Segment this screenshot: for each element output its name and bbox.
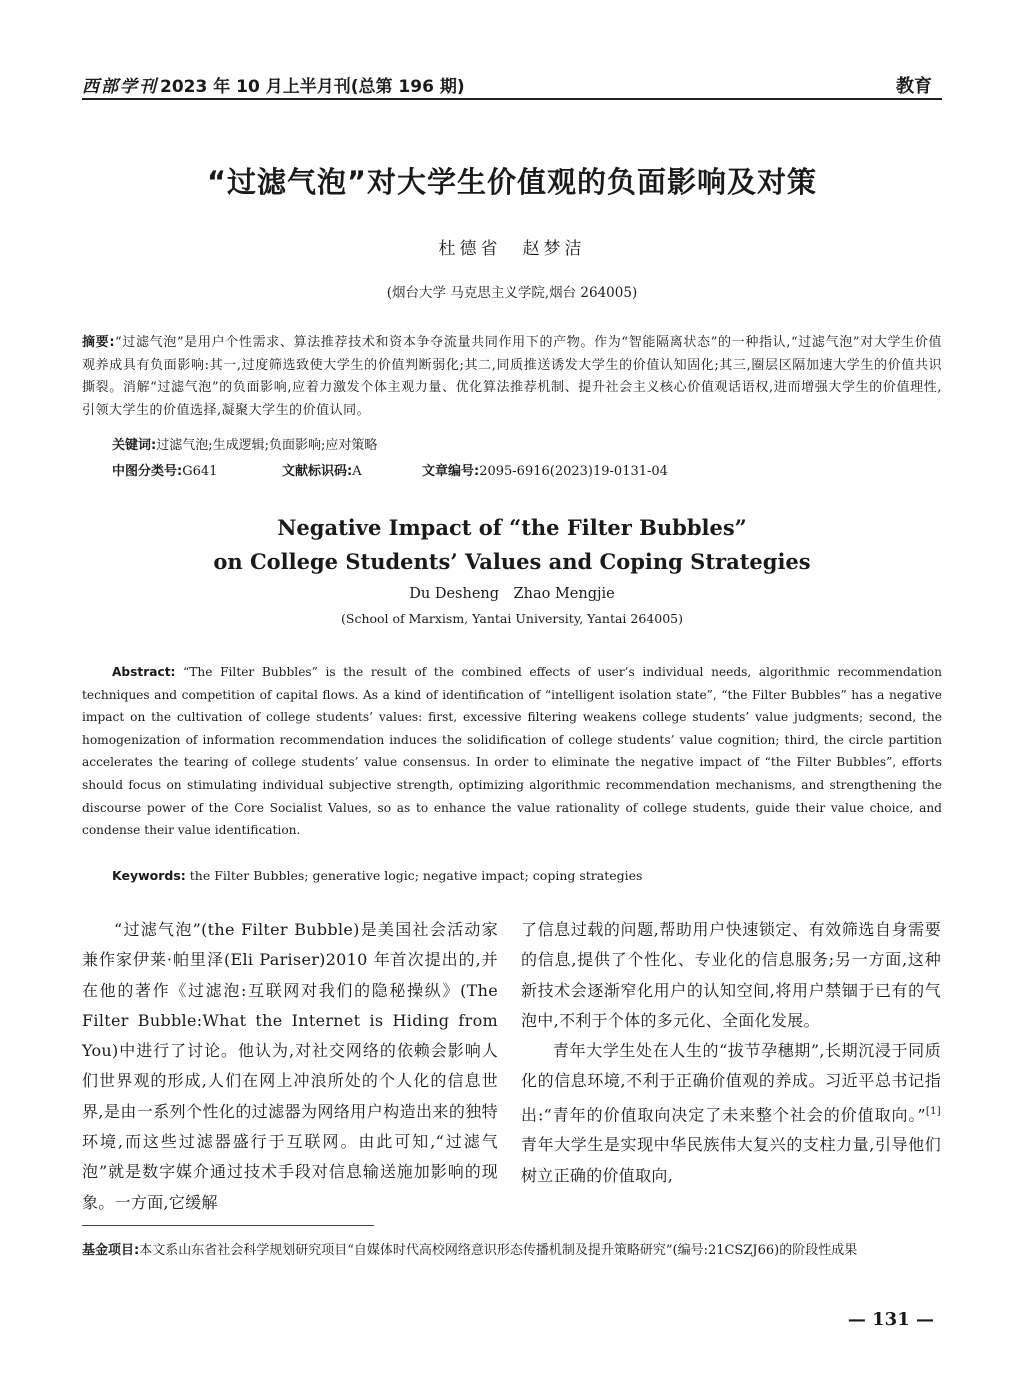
keywords-cn-label: 关键词:	[112, 438, 157, 453]
affiliation-en: (School of Marxism, Yantai University, Yantai 264005)	[341, 611, 683, 626]
article-number	[422, 460, 668, 479]
title-en-line2: on College Students’ Values and Coping Strategies	[213, 549, 811, 574]
keywords-cn	[112, 434, 377, 453]
funding-footnote	[82, 1240, 942, 1262]
abstract-en-text: “The Filter Bubbles” is the result of the combined effects of user’s individual needs, algorithmic recommendation techniques and competition of capital flows. As a kind of identification of “intelligent isolation state”, “the Filter Bubbles” has a negative impact on the cultivation of college students’ values: first, excessive filtering weakens college students’ value judgments; second, the homogenization of information recommendation induces the solidification of college students’ value cognition; third, the circle partition accelerates the tearing of college students’ value consensus. In order to eliminate the negative impact of “the Filter Bubbles”, efforts should focus on stimulating individual subjective strength, optimizing algorithmic recommendation mechanisms, and strengthening the discourse power of the Core Socialist Values, so as to enhance the value rationality of college students, guide their value choice, and condense their value identification.	[82, 665, 942, 838]
authors-en: Du Desheng Zhao Mengjie	[409, 586, 615, 602]
article-title-en	[0, 511, 1024, 579]
abstract-cn	[82, 332, 942, 422]
body-paragraph-2	[521, 1036, 941, 1191]
article-value: 2095-6916(2023)19-0131-04	[479, 464, 668, 479]
article-title-cn: “过滤气泡”对大学生价值观的负面影响及对策	[206, 165, 818, 199]
footnote-divider	[82, 1225, 374, 1226]
body-paragraph-2-part-b: 青年大学生是实现中华民族伟大复兴的支柱力量,引导他们树立正确的价值取向,	[521, 1135, 941, 1185]
body-column-right	[521, 915, 941, 1191]
doc-label: 文献标识码:	[282, 464, 353, 479]
funding-label: 基金项目:	[82, 1243, 140, 1258]
abstract-cn-label: 摘要:	[82, 335, 116, 350]
body-paragraph-1: “过滤气泡”(the Filter Bubble)是美国社会活动家兼作家伊莱·帕里泽(Eli Pariser)2010 年首次提出的,并在他的著作《过滤泡:互联网对我们的隐秘操纵》(The Filter Bubble:What the Internet is Hiding from You)中进行了讨论。他认为,对社交网络的依赖会影响人们世界观的形成,人们在网上冲浪所处的个人化的信息世界,是由一系列个性化的过滤器为网络用户构造出来的独特环境,而这些过滤器盛行于互联网。由此可知,“过滤气泡”就是数字媒介通过技术手段对信息输送施加影响的现象。一方面,它缓解	[82, 920, 498, 1212]
abstract-en	[82, 661, 942, 842]
doc-code	[282, 460, 362, 479]
citation-ref: [1]	[925, 1105, 941, 1117]
section-label: 教育	[896, 76, 932, 97]
page-number: — 131 —	[847, 1309, 934, 1330]
keywords-en	[112, 868, 642, 883]
abstract-en-label: Abstract:	[112, 665, 176, 679]
journal-name: 西部学刊	[82, 77, 158, 97]
doc-value: A	[352, 464, 362, 479]
body-paragraph-1-cont: 了信息过载的问题,帮助用户快速锁定、有效筛选自身需要的信息,提供了个性化、专业化的信息服务;另一方面,这种新技术会逐渐窄化用户的认知空间,将用户禁锢于已有的气泡中,不利于个体的多元化、全面化发展。	[521, 920, 941, 1030]
clc-number	[112, 460, 217, 479]
clc-value: G641	[182, 464, 218, 479]
abstract-cn-text: “过滤气泡”是用户个性需求、算法推荐技术和资本争夺流量共同作用下的产物。作为“智能隔离状态”的一种指认,“过滤气泡”对大学生价值观养成具有负面影响:其一,过度筛选致使大学生的价值判断弱化;其二,同质推送诱发大学生的价值认知固化;其三,圈层区隔加速大学生的价值共识撕裂。消解“过滤气泡”的负面影响,应着力激发个体主观力量、优化算法推荐机制、提升社会主义核心价值观话语权,进而增强大学生的价值理性,引领大学生的价值选择,凝聚大学生的价值认同。	[82, 335, 943, 418]
header-divider	[82, 98, 942, 100]
body-column-left	[82, 915, 498, 1218]
keywords-cn-text: 过滤气泡;生成逻辑;负面影响;应对策略	[156, 438, 378, 453]
title-en-line1: Negative Impact of “the Filter Bubbles”	[277, 515, 747, 540]
authors-cn: 杜德省 赵梦洁	[438, 239, 586, 259]
keywords-en-text: the Filter Bubbles; generative logic; negative impact; coping strategies	[189, 868, 643, 883]
article-label: 文章编号:	[422, 464, 480, 479]
body-paragraph-2-part-a: 青年大学生处在人生的“拔节孕穗期”,长期沉浸于同质化的信息环境,不利于正确价值观的养成。习近平总书记指出:“青年的价值取向决定了未来整个社会的价值取向。”	[521, 1041, 941, 1125]
keywords-en-label: Keywords:	[112, 868, 186, 883]
affiliation-cn: (烟台大学 马克思主义学院,烟台 264005)	[386, 285, 638, 301]
clc-label: 中图分类号:	[112, 464, 183, 479]
funding-text: 本文系山东省社会科学规划研究项目“自媒体时代高校网络意识形态传播机制及提升策略研究”(编号:21CSZJ66)的阶段性成果	[139, 1243, 858, 1258]
running-header-left	[82, 72, 465, 97]
issue-info: 2023 年 10 月上半月刊(总第 196 期)	[160, 77, 465, 97]
